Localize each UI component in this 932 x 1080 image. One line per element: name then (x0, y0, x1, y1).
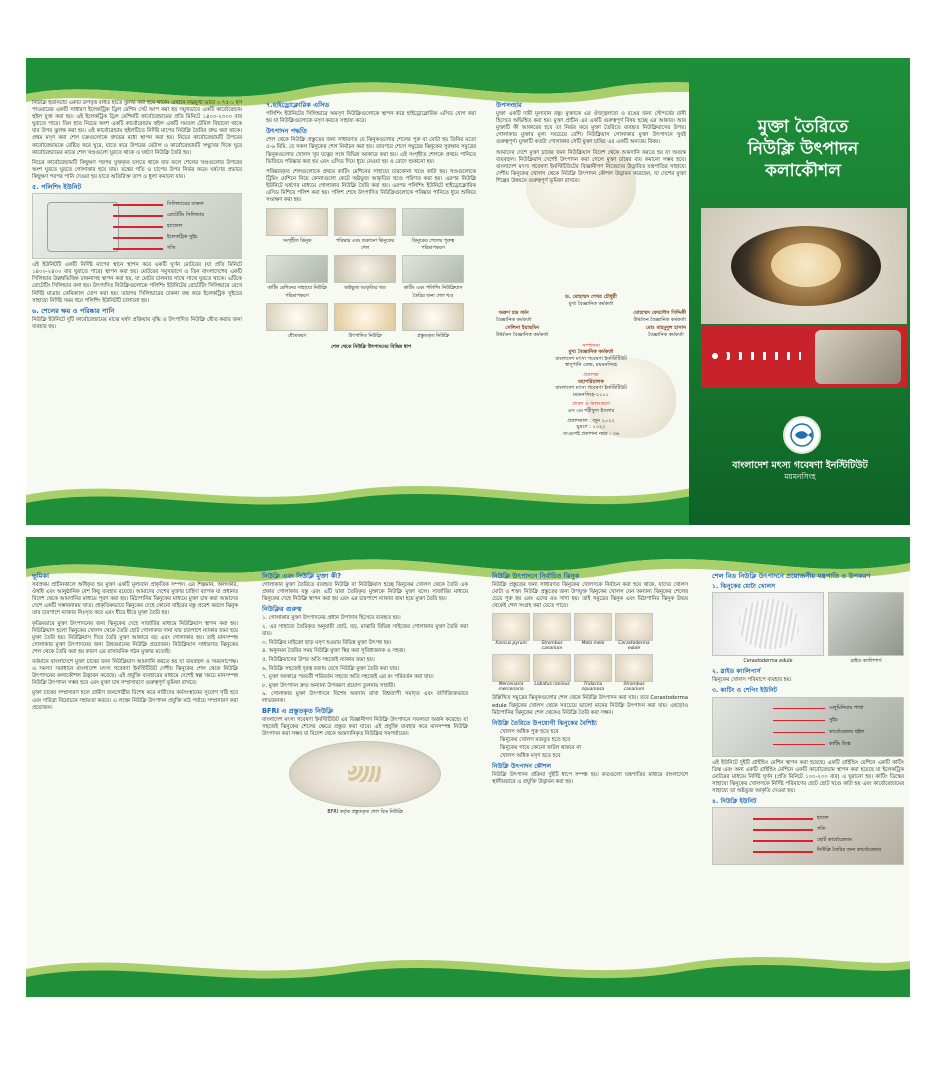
process-caption: সংগৃহীত ঝিনুক (282, 239, 312, 245)
process-row-2 (266, 255, 476, 299)
nucleus-strip-photo (701, 326, 907, 388)
photo-caption: Cerastoderma edule (743, 659, 793, 665)
paragraph: পলিশিং ইউনিটের সিলিন্ডারে অমসৃণ নিউক্লিগুলোকে স্থাপন করে হাইড্রোক্লোরিক এসিড যোগ করা হয় যা নিউক্লিগুলোকে মসৃণ করতে সাহায্য করে। (266, 111, 476, 125)
process-caption: পরিষ্কার এবং শুকানো ঝিনুকের শেল (335, 239, 395, 252)
panel-introduction (32, 571, 238, 963)
shell-photo (492, 654, 530, 682)
author: সেলিনা ইয়াছমিন (505, 325, 540, 332)
process-photo (266, 208, 328, 236)
label-aluminium-fan: এলুমিনিয়াম পাখা (829, 704, 864, 711)
pointer-arrow (753, 851, 813, 853)
cover-title-line: কলাকৌশল (765, 161, 841, 181)
process-step (334, 255, 396, 299)
list-item: ৯. গোলাকার মুক্তা উৎপাদনে বিশেষ অবদান রাখা বিশ্বব্যাপী সমাদৃত এবং বাণিজ্যিকভাবে লাভজনক। (262, 691, 468, 705)
process-photo (334, 255, 396, 283)
oyster-pearl-photo (701, 208, 907, 324)
shell-photo (533, 613, 571, 641)
section-heading: ৪. নিউক্লি ইউনিট (712, 798, 757, 806)
bfri-logo-icon (783, 416, 821, 454)
pointer-arrow (113, 248, 163, 250)
section-heading: নিউক্লি তৈরিতে উপযোগী ঝিনুকের বৈশিষ্ট্য (492, 719, 597, 727)
shell-photo (574, 613, 612, 641)
process-step (402, 208, 464, 252)
pointer-arrow (113, 237, 163, 239)
trait-item: • খোলস অধিক মসৃণ হতে হবে (500, 753, 688, 760)
paragraph: মুক্তা একটি দামী মূল্যবান রত্ন। মুক্তাকে এর ঔজ্জ্বল্যতা ও রঙের জন্য সৌন্দর্যের রানী হিসেবে অভিহিত করা হয়। মুক্তা প্রাচীন এর একটি গুরুত্বপূর্ণ বিষয় হচ্ছে এর আকার। আর মুক্তাটি কী আকারের হবে তা নির্ভর করে মুক্তা তৈরিতে ব্যবহৃত নিউক্লিয়াসের উপর। গোলাকার মুক্তার মূল্য সবচেয়ে বেশি। নিউক্লিয়াস গোলাকার মুক্তা উৎপাদনে খুবই গুরুত্বপূর্ণ। মুক্তাটি কতটা গোলাকার সেটি মুক্তা চাষির এর একটি অন্যতম বিষয়। (496, 111, 686, 146)
equipment-photos-row (712, 592, 904, 665)
section-heading: ৬. শেলের ক্ষয় ও পরিষ্কার পানি (32, 306, 115, 315)
paragraph: সর্বপ্রথম প্রাচীনকালে অধিকৃত হয় মুক্তা একটি মূল্যবান প্রাকৃতিক সম্পদ। এর শিল্পমান, অলংকার, ঔষধি এবং আনুষ্ঠানিক বেশ কিছু ব্যবহার রয়েছে। আমাদের দেশের মুক্তার চাহিদা ব্যাপক যা প্রধানত বিদেশ থেকে আমদানির মাধ্যমে পূরণ করা হয়। মিঠাপানির ঝিনুকের মাধ্যমে মুক্তা চাষ করা আমাদের দেশে একটি সম্ভাবনাময় খাত। প্রাকৃতিকভাবে ঝিনুকের দেহে কোনো বাইরের বস্তু প্রবেশ করলে ঝিনুক তার চারপাশে ন্যাকার নিঃসৃত করে এবং ধীরে ধীরে মুক্তা তৈরি হয়। (32, 582, 238, 617)
list-item: ৫. নিউক্লিয়াসের উপর অতি সহজেই ন্যাকার জমা হয়। (262, 656, 375, 663)
shell-species-item (533, 654, 571, 692)
publisher-location: ময়মনসিংহ-২২০১ (573, 391, 609, 398)
list-item: ৮. মুক্তা উৎপাদন দ্রুত অন্যান্য উপকরণ প্রয়োগ তুলনায় সাশ্রয়ী। (262, 682, 396, 689)
brochure-inside (26, 537, 910, 997)
label-cutting-disc: কাটিং ডিস্ক (829, 740, 851, 747)
institute-location: ময়মনসিংহ (784, 472, 816, 481)
paragraph: নিউক্লি প্রস্তুতের জন্য সাধারণত ঝিনুকের খোলসকে নির্বাচন করা হয়ে থাকে, যাদের খোলস মোটা ও শক্ত। নিউক্লি প্রস্তুতের জন্য উপযুক্ত ঝিনুকের খোলস যেন অন্যান্য ঝিনুকের শেলের চেয়ে পুরু হয় এবং এদের রঙ সাদা হয়। তাই সমুদ্রের ঝিনুক এবং মিঠাপানির ঝিনুক উভয় থেকেই শেল সংগ্রহ করা যেতে পারে। (492, 582, 688, 610)
shell-species-item (574, 654, 612, 692)
paragraph: পরিষ্কারকৃত শেলগুলোকে প্রথমে কাটিং মেশিনের সাহায্যে চারকোনা খণ্ডে কাটা হয়। খণ্ডগুলোকে ট্রিমিং মেশিনে নিয়ে কোনাগুলো কেটে অষ্টভুজ আকৃতির খণ্ডে পরিণত করা হয়। এরপর নিউক্লি ইউনিটে ঘর্ষণের মাধ্যমে গোলাকার নিউক্লি তৈরি করা হয়। এরপর পলিশিং ইউনিটে হাইড্রোক্লোরিক এসিড মিশিয়ে পলিশ করা হয়। পলিশ শেষে উৎপাদিত নিউক্লিগুলোকে পরিষ্কার পানিতে ধুয়ে শুকিয়ে সংরক্ষণ করা হয়। (266, 168, 476, 204)
paragraph: উল্লিখিত সমুদ্রের ঝিনুকগুলোর শেল থেকে নিউক্লি উৎপাদন করা যায়। তবে Cerastoderma edule ঝিনুকের খোলস থেকে সবচেয়ে ভালো মানের নিউক্লি উৎপাদন করা যায়। এছাড়াও মিঠাপানির ঝিনুকের শেল থেকেও নিউক্লি তৈরি করা সম্ভব। (492, 695, 688, 716)
caliper-photo-wrap (828, 592, 904, 665)
process-photo (266, 303, 328, 331)
author-role: বৈজ্ঞানিক কর্মকর্তা (648, 331, 684, 338)
shell-photo (574, 654, 612, 682)
process-footer: শেল থেকে নিউক্লি উৎপাদনের বিভিন্ন ধাপ (330, 344, 412, 350)
designer-name: এস এম শরীফুল ইসলাম (567, 407, 615, 414)
shell-shape (739, 599, 799, 649)
process-photo (334, 208, 396, 236)
process-caption: প্রস্তুতকৃত নিউক্লি (416, 333, 450, 339)
editor-location: স্বাদুপানি কেন্দ্র, ময়মনসিংহ (565, 362, 617, 369)
process-caption: ঝিনুকের শেলের পুরুত্ব পরিমাপকরণ (411, 239, 455, 252)
shell-species-item (492, 613, 530, 651)
shell-species-item (492, 654, 530, 692)
section-heading: নিউক্লি এবং নিউক্লি মুক্তা কী? (262, 572, 342, 580)
label-electric-switch: ইলেকট্রিক সুইচ (167, 234, 198, 241)
bfri-nucleus-dish-photo (289, 741, 441, 807)
list-item: ৬. নিউক্লি সহজেই দূরত্ব বজায় রেখে নিউক্লি মুক্তা তৈরি করা যায়। (262, 665, 400, 672)
nucleus-beads (711, 352, 801, 360)
paragraph: কৃত্রিমভাবে মুক্তা উৎপাদনের জন্য ঝিনুকের দেহে সার্জারির মাধ্যমে নিউক্লিয়াস স্থাপন করা হয়। নিউক্লিয়াস হলো ঝিনুকের খোলস থেকে তৈরি ছোট গোলাকার দানা যার চারপাশে ন্যাকার জমা হয়ে মুক্তা তৈরি হয়। নিউক্লিয়াস দিয়ে তৈরি মুক্তা আকারে বড় এবং গোলাকার হয়। তাই মানসম্পন্ন গোলাকার মুক্তা উৎপাদনের জন্য উন্নতমানের নিউক্লি প্রয়োজন। নিউক্লিয়াস সাধারণত ঝিনুকের শেল থেকে তৈরি করা হয় কারণ এর রাসায়নিক গঠন মুক্তার মতোই। (32, 620, 238, 655)
process-photo (402, 303, 464, 331)
publish-date: প্রকাশকাল : জুন ২০২২ (567, 417, 615, 424)
brochure-outside (26, 58, 910, 525)
pointer-arrow (113, 204, 163, 206)
credits-block (496, 294, 686, 437)
section-heading: নিউক্লির গুরুত্ব (262, 605, 302, 614)
process-step (266, 208, 328, 252)
process-photo (402, 255, 464, 283)
publisher-org: বাংলাদেশ মৎস্য গবেষণা ইনস্টিটিউট (555, 385, 627, 392)
label-switch: সুইচ (829, 716, 838, 723)
pointer-arrow (753, 818, 813, 820)
paragraph: এই ইউনিটে দুইটি গ্রাইন্ডিং মেশিন স্থাপন করা হয়েছে। একটি গ্রাইন্ডিং মেশিনে একটি কাটিং ডিস্ক এবং অন্য একটি গ্রাইন্ডিং মেশিনে একটি কার্বোরেন্ডাম স্থাপন করা হয়েছে যা ইলেকট্রিক মোটরের মাধ্যমে নির্দিষ্ট ঘূর্ণন (প্রতি মিনিটে ১০০-২০০ বার) এ ঘুরানো হয়। কাটিং ডিস্কের সাহায্যে ঝিনুকের খোলসকে নির্দিষ্ট পরিমাণের ছোট ছোট খণ্ডে কাটা হয় এবং কার্বোরেন্ডামের সাহায্যে তা অষ্টভুজ আকৃতি দেওয়া হয়। (712, 759, 904, 794)
label-speed: গতি (817, 826, 826, 833)
traits-list (492, 729, 688, 760)
lead-role: মুখ্য বৈজ্ঞানিক কর্মকর্তা (568, 300, 614, 307)
author: অরুণ চন্দ্র বর্মন (498, 310, 529, 317)
label-rotating-cylinder: রোটেটিং সিলিন্ডার (167, 212, 204, 219)
paragraph: নিউক্লি উৎপাদন প্রক্রিয়া দুইটি ধাপে সম্পন্ন হয়। কতগুলো যন্ত্রপাতির মাধ্যমে বাংলাদেশে স্থানীয়ভাবে এ প্রযুক্তি উদ্ভাবন করা হয়। (492, 772, 688, 786)
section-heading: ভূমিকা (32, 572, 49, 580)
slide-caliper-photo (828, 592, 904, 656)
shell-photo-wrap (712, 592, 824, 665)
panel-selected-oysters (492, 571, 688, 963)
panel-equipment (712, 571, 904, 963)
cerastoderma-shell-photo (712, 592, 824, 656)
pointer-arrow (773, 744, 825, 746)
authors-row (496, 310, 686, 323)
trait-item: • খোলস অধিক পুরু হতে হবে (500, 729, 688, 736)
shell-species-grid (492, 613, 688, 692)
institute-name: বাংলাদেশ মৎস্য গবেষণা ইনস্টিটিউট (732, 460, 868, 471)
process-step (334, 208, 396, 252)
paragraph: শেল থেকে নিউক্লি প্রস্তুতের জন্য সাধারণত যে ঝিনুকগুলোর শেলের পুরু বা মোটা হয় তিনির মতো ৫-৬ মিমি. যে সকল ঝিনুকের শেল নির্বাচন করা হয়। তারপরে শেলে সমুদ্রের ঝিনুকের সুরক্ষায় সমুদ্রের ঝিনুকগুলোর খোলস খুব যত্নের সঙ্গে বিভিন্ন আকারে করা হয়। এই সংগৃহীত শেলকে প্রথমে পানিতে ভিজিয়ে পরিষ্কার করা হয় এবং এসিড দিয়ে ধুয়ে নেওয়া হয় ও রোদে শুকানো হয়। (266, 137, 476, 165)
publication-number: বাএমগই প্রকাশনা নম্বর : ৩৬ (563, 430, 619, 437)
process-caption: ধৌতকরণ (287, 333, 307, 339)
author-role: বৈজ্ঞানিক কর্মকর্তা (496, 316, 532, 323)
process-caption: উৎপাদিত নিউক্লি (348, 333, 382, 339)
nucleus-beads (348, 766, 382, 782)
label-cylinder-lid: সিলিন্ডারের ঢাকনা (167, 201, 204, 208)
shell-photo (615, 613, 653, 641)
pointer-arrow (753, 840, 813, 842)
pearls (771, 243, 841, 287)
author: মোহাম্মদ ফেরদৌস সিদ্দিকী (633, 310, 686, 317)
shell-species-item (615, 613, 653, 651)
trait-item: • ঝিনুকের খোলস মজবুত হতে হবে (500, 737, 688, 744)
label-nucleus-carborundum: নিউক্লি তৈরির জন্য কার্বোরেন্ডাম (817, 847, 882, 854)
process-step (402, 303, 464, 340)
shell-species-item (615, 654, 653, 692)
cover-title-line: মুক্তা তৈরিতে (757, 117, 849, 137)
shell-species-name: Strombus canarium (541, 641, 563, 652)
paragraph: গোলাকার মুক্তা তৈরিতে ব্যবহৃত নিউক্লি বা নিউক্লিয়াস হচ্ছে ঝিনুকের খোলস থেকে তৈরি এক প্রকার গোলাকার বস্তু এবং এটি দ্বারা তৈরিকৃত মুক্তাকে নিউক্লি মুক্তা বলে। সার্জারির মাধ্যমে ঝিনুকের দেহে নিউক্লি স্থাপন করা হয় এবং এর চারপাশে ন্যাকার জমা হয়ে মুক্তা তৈরি হয়। (262, 582, 468, 603)
trait-item: • ঝিনুকের গায়ে কোনো ফাটল থাকবে না (500, 745, 688, 752)
section-heading: ২. স্লাইড ক্যালিপার্স (712, 668, 761, 676)
photo-caption: স্লাইড ক্যালিপার্স (850, 659, 882, 665)
paragraph: নিচের কার্বোরেন্ডামটি কিছুক্ষণ পরপর যুক্তকৃত চলতে থাকে যার ফলে শেলের খণ্ডগুলোর উপরের অংশ ঘুরতে ঘুরতে গোলাকার হয়ে যায়। যন্ত্রের গতি ও চাপের উপর নির্ভর করে। ঘর্ষণের প্রভাবে কিছুক্ষণ পরপর পানি দেওয়া হয় যাতে অতিরিক্ত তাপ ও ধুলা কমানো যায়। (32, 159, 242, 180)
pointer-arrow (773, 720, 825, 722)
shell-photo (492, 613, 530, 641)
pointer-arrow (753, 829, 813, 831)
list-item: ৪. অনুনয়ন তৈরির সময় নিউক্লি মুক্তা স্থির করা সুবিধাজনক ও সহজ। (262, 648, 406, 655)
shell-species-name: Strombus canarium (623, 682, 645, 693)
process-caption: কাটিং এবং পলিশিং নিউক্লিয়াস তৈরির জন্য শেল খণ্ড (403, 286, 463, 299)
shell-species-name: Lobatus raninus (534, 682, 570, 688)
cover-panel (689, 58, 910, 525)
lead-author: ড. মোহাম্মদ শেখর চৌধুরী (565, 294, 617, 300)
section-heading: শেল বিড নিউক্লি উৎপাদনে প্রয়োজনীয় যন্ত্রপাতি ও উপকরণ (712, 572, 871, 580)
section-heading: ৭.হাইড্রোক্লোরিক এসিড (266, 101, 330, 109)
cutting-shaping-unit-photo (712, 697, 904, 757)
shell-species-name: Cerastoderma edule (618, 641, 650, 652)
label-handle: হাতল (817, 815, 829, 822)
panel-nucleus-unit (32, 100, 242, 495)
author-role: উর্ধ্বতন বৈজ্ঞানিক কর্মকর্তা (496, 331, 549, 338)
section-heading: BFRI এ প্রস্তুতকৃত নিউক্লি (262, 706, 334, 715)
shell-species-name: Mercenaria mercenaria (498, 682, 524, 693)
editor-name: মুখ্য বৈজ্ঞানিক কর্মকর্তা (568, 349, 614, 356)
process-row-1 (266, 208, 476, 252)
print-date: মুদ্রণে : ২০২২ (576, 424, 606, 431)
process-step (266, 303, 328, 340)
shell-species-item (574, 613, 612, 651)
process-photo (334, 303, 396, 331)
paragraph: মুক্তা চাষের সম্প্রসারণ হলে গ্রামীণ জনগোষ্ঠীর বিশেষ করে নারীদের কর্মসংস্থানের সুযোগ সৃষ্টি হবে এবং দারিদ্র্য বিমোচনে সহায়তা করবে। এ লক্ষ্যে নিউক্লি উৎপাদন প্রযুক্তি মাঠ পর্যায়ে সম্প্রসারণ করা প্রয়োজন। (32, 690, 238, 711)
photo-caption: BFRI কর্তৃক প্রস্তুতকৃত শেল বিড নিউক্লি (327, 809, 403, 815)
pointer-arrow (773, 732, 825, 734)
section-heading: উৎপাদন পদ্ধতি (266, 127, 307, 136)
pointer-arrow (113, 215, 163, 217)
paragraph: ঝিনুকের খোলস পরিমাপে ব্যবহার হয়। (712, 677, 792, 684)
shell-species-item (533, 613, 571, 651)
nucleus-unit-photo (712, 807, 904, 865)
polishing-unit-photo (32, 193, 242, 259)
pointer-arrow (773, 708, 825, 710)
machine-photo (815, 330, 901, 384)
label-small-carborundum: ছোট কার্বোরেন্ডাম (817, 837, 852, 844)
design-heading: প্রচ্ছদ ও অলংকরণ (572, 401, 610, 408)
shell-photo (533, 654, 571, 682)
process-photo (402, 208, 464, 236)
paragraph: এই ইউনিটটি একটি নির্দিষ্ট মাপের স্থানে স্থাপন করে একটি ঘূর্ণন মোটরের (যা প্রতি মিনিটে ১৪০০-২৪০০ বার ঘুরাতে পারে) স্থাপন করা হয়। মোটরের সমুখভাগে ও তিন বাংলাদেশের একটি সিলিন্ডার উল্লম্বভিত্তিক ঢাকনাসহ স্থাপন করা হয়, যা মোটর চালনার সাথে সাথে ঘুরতে থাকে। এটিকে রোটেটিং সিলিন্ডার বলা হয়। উৎপাদিত নিউক্লিগুলোকে পলিশিং ইউনিটের রোটেটিং সিলিন্ডারে রেখে নির্দিষ্ট মাত্রায় কেমিক্যাল যোগ করা হয়। তারপর সিলিন্ডারের ঢাকনা বন্ধ করে ইলেকট্রিক সুইচের সাহায্যে নির্দিষ্ট সময় ধরে পলিশিং ইউনিটটি চালানো হয়। (32, 262, 242, 304)
list-item: ৭. মুক্তা আকারে পরবর্তী পরিবর্তন সহজে অতি সহজেই এর রং পরিবর্তন করা যায়। (262, 674, 434, 681)
paragraph: নিউক্লি ইউনিটটি একটি উপবৃত্ত বর্ধিত হাতে ঝুলন্ত করা হয়ে থাকে। এখানে নিম্নমুখী ভাবে ০.৭৫-১ হর্স পাওয়ারের একটি সাধারণ ইলেকট্রিক ড্রিল মেশিন সেট আপ করা হয় সমুখভাবে একটি কার্বোরেন্ডাম হুইল যুক্ত করা হয়। এই ইলেকট্রিক ড্রিল মেশিনটি কার্বোরেন্ডামের প্রতি মিনিটে ১৪০০-২৩০০ বার ঘুরাতে পারে। তিন হাত নিচের অংশ একটি কার্বোরেন্ডাম হুইল একটি সমতল টেবিল বিছানো থাকে যার উপর ঝুলন্ত করা হয়। এই কার্বোরেন্ডাম হুইলটিতে নির্দিষ্ট মাপের নিউক্লি তৈরির গ্রুভ করা থাকে। প্রথম মসৃণ করা শেল চক্রগুলোকে গ্রুভের মধ্যে স্থাপন করা হয়। নিচের কার্বোরেন্ডামটি উপরের কার্বোরেন্ডামকে বেষ্টিত করে ঘুরে, যাতে করে উপরের মেটাল ও কার্বোরেন্ডামটি সম্মুখের দিকে ঘুরে কার্বোরেন্ডামের মাঝে শেল খণ্ডগুলো ঘুরতে থাকে ও ঘর্ষণে নিউক্লি তৈরি হয়। (32, 100, 242, 156)
list-item: ২. এর সাহায্যে তৈরিকৃত অনুযায়ী ছোট, বড়, মাঝারি বিভিন্ন সাইজের গোলাকার মুক্তা তৈরি করা যায়। (262, 624, 468, 638)
list-item: ১. গোলাকার মুক্তা উৎপাদনের প্রধান উপাদান হিসেবে ব্যবহৃত হয়। (262, 615, 401, 622)
author-role: উর্ধ্বতন বৈজ্ঞানিক কর্মকর্তা (633, 316, 686, 323)
pointer-arrow (113, 226, 163, 228)
process-step (402, 255, 464, 299)
importance-list (262, 615, 468, 705)
label-carborundum-wheel: কার্বোরেন্ডাম হুইল (829, 728, 865, 735)
process-row-3 (266, 303, 476, 340)
panel-production-method (266, 100, 476, 495)
section-heading: ১. ঝিনুকের মোটা খোলস (712, 583, 776, 591)
label-speed: গতি (167, 245, 176, 252)
section-heading: ৩. কাটিং ও শেপিং ইউনিট (712, 687, 778, 695)
process-caption: অষ্টভুজ আকৃতির খণ্ড (344, 286, 386, 292)
section-heading: উপসংহার (496, 101, 522, 109)
process-step (266, 255, 328, 299)
paragraph: বাংলাদেশ মৎস্য গবেষণা ইনস্টিটিউট এর বিজ্ঞানীগণ নিউক্লি উৎপাদনে সফলতা অর্জন করেছে। যা সহজেই ঝিনুকের শেলের ক্ষেত্রে প্রস্তুত করা যাবে। এই প্রযুক্তি ব্যবহার করে মানসম্পন্ন নিউক্লি উৎপাদন করা সম্ভব যা বিদেশ থেকে আমদানিকৃত নিউক্লির সমপর্যায়ের। (262, 716, 468, 737)
list-item: ৩. নিউক্লির মাইক্রো ছাড় মসৃণ হওয়ায় বিভিন্ন মুক্তা উৎপন্ন হয়। (262, 639, 392, 646)
panel-conclusion (496, 100, 686, 290)
paragraph: নিউক্লি ইউনিটে দুটি কার্বোরেন্ডামের মাঝে ঘর্ষণ প্রক্রিয়ায় বৃদ্ধি ও উৎপাদিত নিউক্লি ধৌত করার জন্য ব্যবহার হয়। (32, 316, 242, 330)
editor-heading: সম্পাদনা (582, 342, 600, 349)
section-heading: নিউক্লি উৎপাদনে নির্বাচিত ঝিনুক (492, 572, 580, 580)
section-heading: ৫. পলিশিং ইউনিট (32, 183, 82, 192)
polishing-machine-shape (47, 202, 119, 252)
shell-species-name: Melo melo (581, 641, 605, 647)
process-caption: কাটিং মেশিনের সাহায্যে নিউক্লি পরিমাপকরণ (267, 286, 327, 299)
fish-emblem-icon (789, 422, 815, 448)
publisher-name: মহাপরিচালক (578, 378, 604, 385)
process-step (334, 303, 396, 340)
cover-title (703, 116, 903, 182)
shell-species-name: Xancus pyrum (495, 641, 527, 647)
editor-org: বাংলাদেশ মৎস্য গবেষণা ইনস্টিটিউট (555, 355, 627, 362)
paragraph: আমাদের দেশে মুক্তা চাষের জন্য নিউক্লিয়াস বিদেশ থেকে আমদানি করতে হয় যা অত্যন্ত ব্যয়বহুল। নিউক্লিয়াস দেশেই উৎপাদন করা গেলে মুক্তা চাষের ব্যয় কমানো সম্ভব হবে। বাংলাদেশ মৎস্য গবেষণা ইনস্টিটিউটের বিজ্ঞানীগণ নিজেদের উদ্ভাবিত যন্ত্রপাতির সাহায্যে দেশীয় ঝিনুকের খোলস থেকে নিউক্লি উৎপাদন কৌশল উদ্ভাবন করেছেন, যা দেশের মুক্তা শিল্পের উন্নয়নে গুরুত্বপূর্ণ ভূমিকা রাখবে। (496, 149, 686, 184)
shell-species-name: Tridacna squamosa (581, 682, 605, 693)
paragraph: বর্তমানে বাংলাদেশে মুক্তা চাষের জন্য নিউক্লিয়াস আমদানি করতে হয় যা ব্যয়বহুল ও সময়সাপেক্ষ। এ সমস্যা সমাধানে বাংলাদেশ মৎস্য গবেষণা ইনস্টিটিউট দেশীয় ঝিনুকের শেল থেকে নিউক্লি উৎপাদনের কলাকৌশল উদ্ভাবন করেছে। এই প্রযুক্তি ব্যবহারের মাধ্যমে দেশেই স্বল্প খরচে মানসম্পন্ন নিউক্লি উৎপাদন সম্ভব হবে এবং মুক্তা চাষ সম্প্রসারণে গুরুত্বপূর্ণ ভূমিকা রাখবে। (32, 659, 238, 687)
label-handle: হ্যান্ডেল (167, 223, 183, 230)
authors-row (496, 325, 686, 338)
author: মোঃ মাহমুদুল হাসান (645, 325, 686, 332)
process-photo (266, 255, 328, 283)
shell-photo (615, 654, 653, 682)
panel-nucleus-importance (262, 571, 468, 963)
section-heading: নিউক্লি উৎপাদন কৌশল (492, 763, 552, 771)
cover-title-line: নিউক্লি উৎপাদন (747, 139, 859, 159)
publisher-heading: প্রকাশক (583, 371, 599, 378)
